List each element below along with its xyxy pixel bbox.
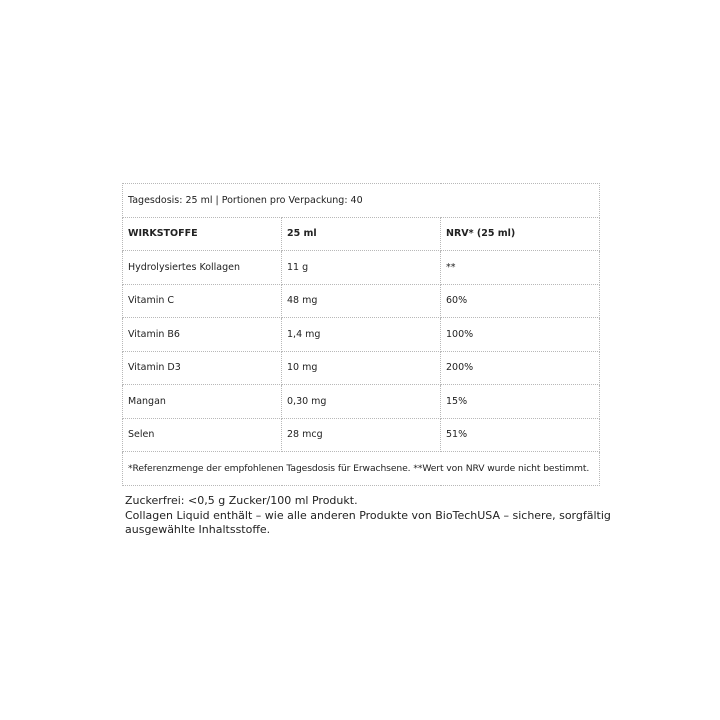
ingredient-nrv: 100% [441,318,600,352]
ingredient-nrv: 200% [441,351,600,385]
nutrition-table [122,183,600,486]
ingredient-nrv: 15% [441,385,600,419]
ingredient-name: Vitamin B6 [123,318,282,352]
ingredient-name: Selen [123,418,282,452]
ingredient-amount: 0,30 mg [282,385,441,419]
ingredient-nrv: ** [441,251,600,285]
ingredient-amount: 10 mg [282,351,441,385]
footnote-row [123,452,600,486]
ingredient-amount: 28 mcg [282,418,441,452]
table-footnote: *Referenzmenge der empfohlenen Tagesdosis für Erwachsene. **Wert von NRV wurde nicht bestimmt. [123,452,600,486]
table-row [123,251,600,285]
table-row [123,284,600,318]
serving-info-row [123,184,600,218]
table-header-row [123,217,600,251]
table-row [123,318,600,352]
sugar-note: Zuckerfrei: <0,5 g Zucker/100 ml Produkt. [125,494,358,507]
ingredient-nrv: 51% [441,418,600,452]
ingredient-name: Vitamin D3 [123,351,282,385]
ingredient-amount: 11 g [282,251,441,285]
table-row [123,418,600,452]
ingredient-amount: 1,4 mg [282,318,441,352]
product-notes [125,494,625,538]
ingredient-name: Mangan [123,385,282,419]
ingredient-name: Hydrolysiertes Kollagen [123,251,282,285]
ingredient-name: Vitamin C [123,284,282,318]
header-ingredients: WIRKSTOFFE [123,217,282,251]
header-amount: 25 ml [282,217,441,251]
product-description: Collagen Liquid enthält – wie alle anderen Produkte von BioTechUSA – sichere, sorgfältig ausgewählte Inhaltsstoffe. [125,508,611,536]
header-nrv: NRV* (25 ml) [441,217,600,251]
table-row [123,385,600,419]
ingredient-nrv: 60% [441,284,600,318]
table-row [123,351,600,385]
serving-info: Tagesdosis: 25 ml | Portionen pro Verpackung: 40 [123,184,600,218]
ingredient-amount: 48 mg [282,284,441,318]
